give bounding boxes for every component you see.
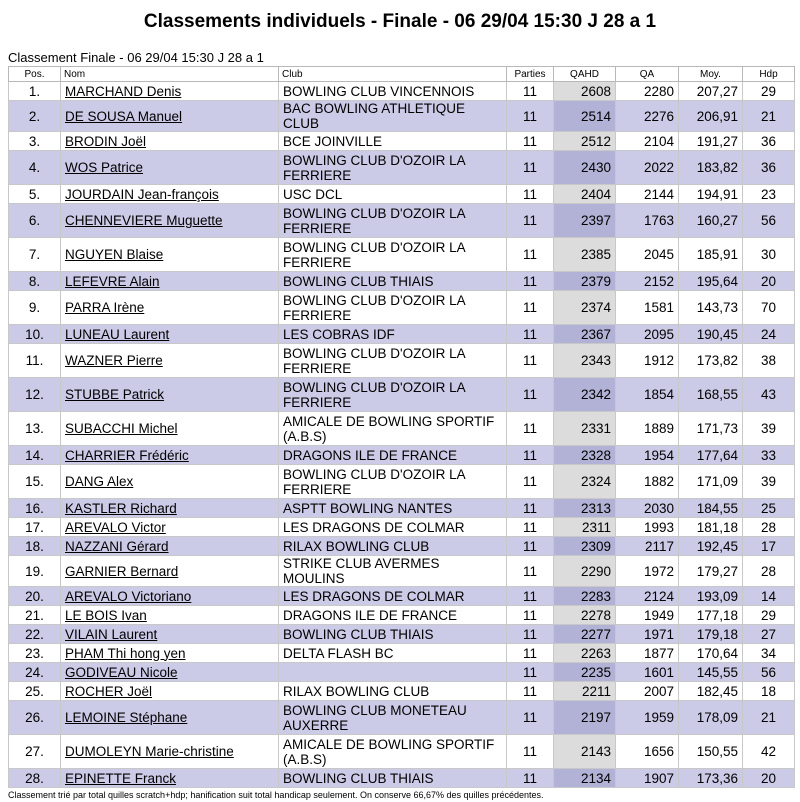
cell-parties: 11	[507, 625, 554, 644]
cell-hdp: 39	[743, 465, 795, 499]
cell-pos: 25.	[9, 682, 61, 701]
cell-club: DRAGONS ILE DE FRANCE	[279, 446, 507, 465]
cell-moy: 177,18	[679, 606, 743, 625]
player-link[interactable]: ROCHER Joël	[65, 683, 153, 699]
cell-pos: 17.	[9, 518, 61, 537]
cell-qa: 1954	[616, 446, 679, 465]
cell-club: LES DRAGONS DE COLMAR	[279, 518, 507, 537]
cell-nom	[61, 499, 279, 518]
player-link[interactable]: GARNIER Bernard	[65, 563, 179, 579]
table-row	[9, 82, 795, 101]
cell-nom	[61, 663, 279, 682]
cell-club: AMICALE DE BOWLING SPORTIF (A.B.S)	[279, 412, 507, 446]
cell-parties: 11	[507, 769, 554, 788]
player-link[interactable]: SUBACCHI Michel	[65, 421, 178, 436]
cell-moy: 171,09	[679, 465, 743, 499]
player-link[interactable]: PHAM Thi hong yen	[65, 645, 186, 661]
cell-qa: 1656	[616, 735, 679, 769]
cell-hdp: 24	[743, 325, 795, 344]
cell-hdp: 38	[743, 344, 795, 378]
cell-nom	[61, 291, 279, 325]
cell-qahd: 2342	[554, 378, 616, 412]
cell-parties: 11	[507, 185, 554, 204]
cell-pos: 1.	[9, 82, 61, 101]
table-row	[9, 735, 795, 769]
table-row	[9, 537, 795, 556]
cell-qahd: 2211	[554, 682, 616, 701]
player-link[interactable]: DANG Alex	[65, 474, 134, 489]
table-row	[9, 465, 795, 499]
cell-nom	[61, 556, 279, 587]
cell-pos: 23.	[9, 644, 61, 663]
cell-pos: 19.	[9, 556, 61, 587]
footer-note: Classement trié par total quilles scratch+hdp; hanification suit total handicap seulement. On conserve 66,67% des quilles précédentes.	[8, 790, 544, 800]
cell-moy: 206,91	[679, 101, 743, 132]
cell-club: BOWLING CLUB D'OZOIR LA FERRIERE	[279, 238, 507, 272]
cell-qa: 1959	[616, 701, 679, 735]
cell-parties: 11	[507, 537, 554, 556]
cell-qahd: 2311	[554, 518, 616, 537]
cell-qa: 2117	[616, 537, 679, 556]
cell-nom	[61, 272, 279, 291]
cell-qa: 1972	[616, 556, 679, 587]
cell-qa: 1971	[616, 625, 679, 644]
table-row	[9, 238, 795, 272]
player-link[interactable]: EPINETTE Franck	[65, 770, 177, 786]
cell-qahd: 2277	[554, 625, 616, 644]
cell-moy: 207,27	[679, 82, 743, 101]
table-row	[9, 204, 795, 238]
cell-moy: 182,45	[679, 682, 743, 701]
cell-moy: 191,27	[679, 132, 743, 151]
cell-club: BAC BOWLING ATHLETIQUE CLUB	[279, 101, 507, 132]
cell-parties: 11	[507, 518, 554, 537]
cell-parties: 11	[507, 446, 554, 465]
cell-qahd: 2324	[554, 465, 616, 499]
cell-pos: 28.	[9, 769, 61, 788]
cell-qa: 1854	[616, 378, 679, 412]
cell-parties: 11	[507, 82, 554, 101]
cell-qa: 2276	[616, 101, 679, 132]
cell-nom	[61, 735, 279, 769]
player-link[interactable]: JOURDAIN Jean-françois	[65, 186, 219, 202]
cell-qa: 1882	[616, 465, 679, 499]
cell-qahd: 2430	[554, 151, 616, 185]
cell-qa: 1912	[616, 344, 679, 378]
cell-nom	[61, 151, 279, 185]
cell-moy: 194,91	[679, 185, 743, 204]
table-row	[9, 518, 795, 537]
cell-qa: 2045	[616, 238, 679, 272]
col-header-qahd[interactable]: QAHD	[554, 67, 616, 82]
cell-qa: 2280	[616, 82, 679, 101]
cell-nom	[61, 606, 279, 625]
table-row	[9, 132, 795, 151]
cell-pos: 27.	[9, 735, 61, 769]
cell-hdp: 43	[743, 378, 795, 412]
cell-qahd: 2263	[554, 644, 616, 663]
table-row	[9, 291, 795, 325]
cell-hdp: 23	[743, 185, 795, 204]
cell-pos: 2.	[9, 101, 61, 132]
player-link[interactable]: LEFEVRE Alain	[65, 273, 160, 289]
table-row	[9, 344, 795, 378]
cell-qa: 1907	[616, 769, 679, 788]
table-body	[9, 82, 795, 788]
cell-hdp: 34	[743, 644, 795, 663]
cell-hdp: 33	[743, 446, 795, 465]
cell-moy: 177,64	[679, 446, 743, 465]
player-link[interactable]: CHENNEVIERE Muguette	[65, 213, 223, 228]
cell-pos: 9.	[9, 291, 61, 325]
table-caption: Classement Finale - 06 29/04 15:30 J 28 a 1	[8, 50, 264, 65]
cell-pos: 16.	[9, 499, 61, 518]
table-row	[9, 499, 795, 518]
col-header-qa[interactable]: QA	[616, 67, 679, 82]
player-link[interactable]: BRODIN Joël	[65, 133, 147, 149]
cell-nom	[61, 537, 279, 556]
cell-club	[279, 663, 507, 682]
table-header	[9, 67, 795, 82]
cell-hdp: 36	[743, 151, 795, 185]
cell-nom	[61, 344, 279, 378]
cell-pos: 18.	[9, 537, 61, 556]
table-row	[9, 272, 795, 291]
cell-qahd: 2374	[554, 291, 616, 325]
cell-qahd: 2309	[554, 537, 616, 556]
cell-parties: 11	[507, 682, 554, 701]
cell-pos: 4.	[9, 151, 61, 185]
cell-qahd: 2404	[554, 185, 616, 204]
cell-nom	[61, 185, 279, 204]
cell-pos: 6.	[9, 204, 61, 238]
cell-club: USC DCL	[279, 185, 507, 204]
cell-qa: 2095	[616, 325, 679, 344]
cell-qa: 2124	[616, 587, 679, 606]
cell-nom	[61, 132, 279, 151]
cell-club: ASPTT BOWLING NANTES	[279, 499, 507, 518]
player-link[interactable]: STUBBE Patrick	[65, 387, 165, 402]
cell-qa: 1889	[616, 412, 679, 446]
cell-pos: 3.	[9, 132, 61, 151]
cell-club: BOWLING CLUB D'OZOIR LA FERRIERE	[279, 378, 507, 412]
cell-qahd: 2328	[554, 446, 616, 465]
cell-qahd: 2608	[554, 82, 616, 101]
cell-hdp: 18	[743, 682, 795, 701]
cell-hdp: 56	[743, 663, 795, 682]
cell-club: LES COBRAS IDF	[279, 325, 507, 344]
cell-moy: 185,91	[679, 238, 743, 272]
cell-parties: 11	[507, 151, 554, 185]
cell-moy: 171,73	[679, 412, 743, 446]
cell-moy: 145,55	[679, 663, 743, 682]
col-header-club[interactable]: Club	[279, 67, 507, 82]
cell-qa: 2022	[616, 151, 679, 185]
cell-qahd: 2143	[554, 735, 616, 769]
cell-club: BOWLING CLUB VINCENNOIS	[279, 82, 507, 101]
cell-hdp: 29	[743, 606, 795, 625]
cell-club: BOWLING CLUB THIAIS	[279, 625, 507, 644]
cell-club: BOWLING CLUB THIAIS	[279, 769, 507, 788]
cell-qahd: 2290	[554, 556, 616, 587]
cell-qa: 1949	[616, 606, 679, 625]
cell-qahd: 2379	[554, 272, 616, 291]
table-row	[9, 412, 795, 446]
cell-pos: 7.	[9, 238, 61, 272]
cell-hdp: 21	[743, 101, 795, 132]
cell-nom	[61, 412, 279, 446]
cell-parties: 11	[507, 238, 554, 272]
cell-nom	[61, 82, 279, 101]
player-link[interactable]: CHARRIER Frédéric	[65, 447, 189, 463]
col-header-pos[interactable]: Pos.	[9, 67, 61, 82]
cell-qa: 2007	[616, 682, 679, 701]
cell-parties: 11	[507, 412, 554, 446]
cell-nom	[61, 378, 279, 412]
cell-club: DRAGONS ILE DE FRANCE	[279, 606, 507, 625]
cell-hdp: 27	[743, 625, 795, 644]
cell-moy: 190,45	[679, 325, 743, 344]
cell-nom	[61, 682, 279, 701]
cell-qahd: 2343	[554, 344, 616, 378]
cell-moy: 184,55	[679, 499, 743, 518]
cell-moy: 192,45	[679, 537, 743, 556]
results-table	[8, 66, 795, 788]
cell-parties: 11	[507, 606, 554, 625]
cell-parties: 11	[507, 344, 554, 378]
cell-qa: 1581	[616, 291, 679, 325]
cell-moy: 183,82	[679, 151, 743, 185]
table-row	[9, 587, 795, 606]
cell-moy: 193,09	[679, 587, 743, 606]
cell-pos: 20.	[9, 587, 61, 606]
cell-qahd: 2385	[554, 238, 616, 272]
cell-qahd: 2197	[554, 701, 616, 735]
cell-moy: 160,27	[679, 204, 743, 238]
cell-parties: 11	[507, 735, 554, 769]
table-row	[9, 101, 795, 132]
cell-club: BOWLING CLUB D'OZOIR LA FERRIERE	[279, 204, 507, 238]
table-row	[9, 185, 795, 204]
player-link[interactable]: NAZZANI Gérard	[65, 538, 169, 554]
table-row	[9, 378, 795, 412]
table-row	[9, 556, 795, 587]
cell-parties: 11	[507, 101, 554, 132]
cell-parties: 11	[507, 291, 554, 325]
table-row	[9, 682, 795, 701]
player-link[interactable]: WAZNER Pierre	[65, 353, 163, 368]
cell-qa: 1993	[616, 518, 679, 537]
cell-pos: 22.	[9, 625, 61, 644]
cell-nom	[61, 518, 279, 537]
cell-club: BOWLING CLUB D'OZOIR LA FERRIERE	[279, 151, 507, 185]
cell-qahd: 2367	[554, 325, 616, 344]
cell-hdp: 14	[743, 587, 795, 606]
cell-qahd: 2313	[554, 499, 616, 518]
cell-nom	[61, 325, 279, 344]
cell-club: RILAX BOWLING CLUB	[279, 682, 507, 701]
cell-hdp: 70	[743, 291, 795, 325]
player-link[interactable]: MARCHAND Denis	[65, 83, 182, 99]
table-row	[9, 625, 795, 644]
cell-parties: 11	[507, 132, 554, 151]
cell-nom	[61, 465, 279, 499]
cell-moy: 179,27	[679, 556, 743, 587]
cell-nom	[61, 101, 279, 132]
cell-qahd: 2283	[554, 587, 616, 606]
table-row	[9, 769, 795, 788]
cell-moy: 173,36	[679, 769, 743, 788]
player-link[interactable]: LE BOIS Ivan	[65, 607, 147, 623]
cell-moy: 178,09	[679, 701, 743, 735]
cell-qa: 1877	[616, 644, 679, 663]
cell-hdp: 36	[743, 132, 795, 151]
player-link[interactable]: LEMOINE Stéphane	[65, 710, 188, 725]
cell-qahd: 2331	[554, 412, 616, 446]
cell-club: BOWLING CLUB D'OZOIR LA FERRIERE	[279, 344, 507, 378]
cell-parties: 11	[507, 204, 554, 238]
cell-pos: 26.	[9, 701, 61, 735]
cell-pos: 13.	[9, 412, 61, 446]
player-link[interactable]: KASTLER Richard	[65, 500, 177, 516]
player-link[interactable]: GODIVEAU Nicole	[65, 664, 178, 680]
cell-parties: 11	[507, 499, 554, 518]
cell-moy: 173,82	[679, 344, 743, 378]
cell-pos: 21.	[9, 606, 61, 625]
cell-pos: 10.	[9, 325, 61, 344]
cell-pos: 8.	[9, 272, 61, 291]
cell-pos: 5.	[9, 185, 61, 204]
cell-pos: 11.	[9, 344, 61, 378]
table-row	[9, 663, 795, 682]
cell-club: STRIKE CLUB AVERMES MOULINS	[279, 556, 507, 587]
cell-club: LES DRAGONS DE COLMAR	[279, 587, 507, 606]
cell-qa: 1601	[616, 663, 679, 682]
player-link[interactable]: LUNEAU Laurent	[65, 326, 170, 342]
cell-pos: 24.	[9, 663, 61, 682]
cell-qa: 2144	[616, 185, 679, 204]
cell-nom	[61, 644, 279, 663]
cell-qa: 2030	[616, 499, 679, 518]
cell-parties: 11	[507, 465, 554, 499]
cell-nom	[61, 446, 279, 465]
cell-hdp: 42	[743, 735, 795, 769]
col-header-moy[interactable]: Moy.	[679, 67, 743, 82]
table-row	[9, 325, 795, 344]
cell-qahd: 2397	[554, 204, 616, 238]
cell-qa: 2152	[616, 272, 679, 291]
cell-parties: 11	[507, 644, 554, 663]
cell-qahd: 2134	[554, 769, 616, 788]
cell-nom	[61, 238, 279, 272]
cell-moy: 143,73	[679, 291, 743, 325]
cell-club: BOWLING CLUB MONETEAU AUXERRE	[279, 701, 507, 735]
cell-nom	[61, 587, 279, 606]
cell-hdp: 25	[743, 499, 795, 518]
table-row	[9, 644, 795, 663]
cell-pos: 15.	[9, 465, 61, 499]
cell-qa: 1763	[616, 204, 679, 238]
player-link[interactable]: PARRA Irène	[65, 300, 145, 315]
cell-club: DELTA FLASH BC	[279, 644, 507, 663]
cell-qahd: 2235	[554, 663, 616, 682]
table-row	[9, 446, 795, 465]
cell-hdp: 20	[743, 769, 795, 788]
player-link[interactable]: AREVALO Victor	[65, 519, 166, 535]
cell-hdp: 29	[743, 82, 795, 101]
table-row	[9, 151, 795, 185]
player-link[interactable]: WOS Patrice	[65, 160, 144, 175]
cell-hdp: 56	[743, 204, 795, 238]
player-link[interactable]: DE SOUSA Manuel	[65, 108, 183, 124]
col-header-parties[interactable]: Parties	[507, 67, 554, 82]
cell-parties: 11	[507, 325, 554, 344]
player-link[interactable]: NGUYEN Blaise	[65, 247, 164, 262]
cell-qahd: 2514	[554, 101, 616, 132]
cell-qahd: 2512	[554, 132, 616, 151]
cell-pos: 14.	[9, 446, 61, 465]
cell-moy: 179,18	[679, 625, 743, 644]
cell-hdp: 28	[743, 556, 795, 587]
cell-club: BOWLING CLUB D'OZOIR LA FERRIERE	[279, 291, 507, 325]
cell-nom	[61, 625, 279, 644]
cell-parties: 11	[507, 272, 554, 291]
cell-moy: 168,55	[679, 378, 743, 412]
cell-club: BCE JOINVILLE	[279, 132, 507, 151]
cell-club: AMICALE DE BOWLING SPORTIF (A.B.S)	[279, 735, 507, 769]
cell-parties: 11	[507, 701, 554, 735]
cell-moy: 170,64	[679, 644, 743, 663]
cell-pos: 12.	[9, 378, 61, 412]
cell-club: RILAX BOWLING CLUB	[279, 537, 507, 556]
cell-hdp: 21	[743, 701, 795, 735]
col-header-nom[interactable]: Nom	[61, 67, 279, 82]
cell-club: BOWLING CLUB THIAIS	[279, 272, 507, 291]
table-row	[9, 606, 795, 625]
cell-moy: 150,55	[679, 735, 743, 769]
player-link[interactable]: VILAIN Laurent	[65, 626, 158, 642]
player-link[interactable]: DUMOLEYN Marie-christine	[65, 744, 234, 759]
cell-moy: 181,18	[679, 518, 743, 537]
cell-hdp: 20	[743, 272, 795, 291]
player-link[interactable]: AREVALO Victoriano	[65, 588, 192, 604]
col-header-hdp[interactable]: Hdp	[743, 67, 795, 82]
cell-moy: 195,64	[679, 272, 743, 291]
cell-parties: 11	[507, 556, 554, 587]
cell-hdp: 30	[743, 238, 795, 272]
cell-hdp: 17	[743, 537, 795, 556]
cell-hdp: 39	[743, 412, 795, 446]
cell-qa: 2104	[616, 132, 679, 151]
header-row	[9, 67, 795, 82]
cell-parties: 11	[507, 378, 554, 412]
cell-parties: 11	[507, 587, 554, 606]
cell-nom	[61, 701, 279, 735]
cell-qahd: 2278	[554, 606, 616, 625]
cell-parties: 11	[507, 663, 554, 682]
cell-hdp: 28	[743, 518, 795, 537]
cell-nom	[61, 204, 279, 238]
page-title: Classements individuels - Finale - 06 29/04 15:30 J 28 a 1	[143, 11, 657, 32]
cell-club: BOWLING CLUB D'OZOIR LA FERRIERE	[279, 465, 507, 499]
table-row	[9, 701, 795, 735]
cell-nom	[61, 769, 279, 788]
